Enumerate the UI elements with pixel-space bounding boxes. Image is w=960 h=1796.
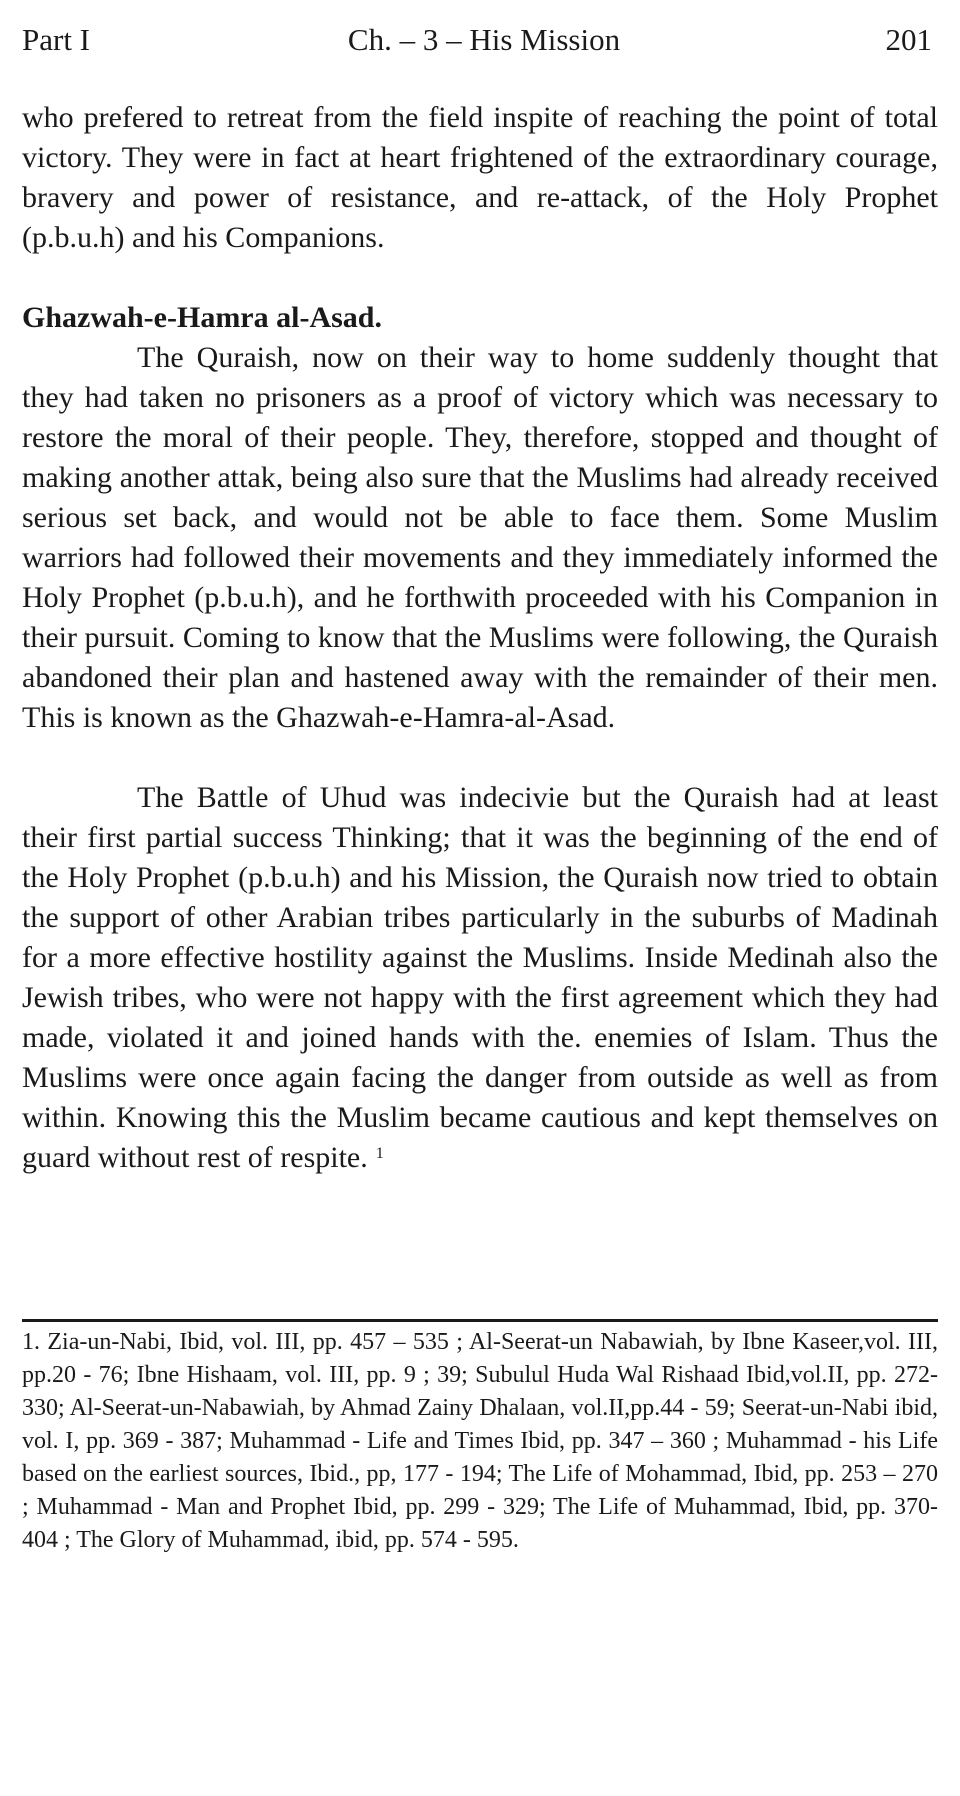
paragraph: who prefered to retreat from the field inspite of reaching the point of total victory. They were in fact at heart frightened of the extraordinary courage, bravery and power of resistance, and re-attack, of the Holy Prophet (p.b.u.h) and his Companions. — [22, 101, 938, 254]
footnote-reference[interactable]: 1 — [375, 1145, 384, 1162]
part-label: Part I — [22, 22, 91, 57]
paragraph-text: The Battle of Uhud was indecivie but the Quraish had at least their first partial success Thinking; that it was the beginning of the end of the Holy Prophet (p.b.u.h) and his Mission, the Quraish now tried to obtain the support of other Arabian tribes particularly in the suburbs of Madinah for a more effective hostility against the Muslims. Inside Medinah also the Jewish tribes, who were not happy with the first agreement which they had made, violated it and joined hands with the. enemies of Islam. Thus the Muslims were once again facing the danger from outside as well as from within. Knowing this the Muslim became cautious and kept themselves on guard without rest of respite. — [22, 781, 938, 1174]
page-number: 201 — [885, 22, 932, 57]
footnote-divider — [22, 1319, 938, 1322]
running-head — [22, 18, 946, 62]
body-text — [22, 98, 938, 1178]
footnotes — [22, 1326, 938, 1557]
paragraph: The Quraish, now on their way to home suddenly thought that they had taken no prisoners as a proof of victory which was necessary to restore the moral of their people. They, therefore, stopped and thought of making another attak, being also sure that the Muslims had already received serious set back, and would not be able to face them. Some Muslim warriors had followed their movements and they immediately informed the Holy Prophet (p.b.u.h), and he forthwith proceeded with his Companion in their pursuit. Coming to know that the Muslims were following, the Quraish abandoned their plan and hastened away with the remainder of their men. This is known as the Ghazwah-e-Hamra-al-Asad. — [22, 341, 938, 734]
paragraph — [22, 778, 938, 1178]
footnote: 1. Zia-un-Nabi, Ibid, vol. III, pp. 457 – 535 ; Al-Seerat-un Nabawiah, by Ibne Kaseer,vol. III, pp.20 - 76; Ibne Hishaam, vol. III, pp. 9 ; 39; Subulul Huda Wal Rishaad Ibid,vol.II, pp. 272-330; Al-Seerat-un-Nabawiah, by Ahmad Zainy Dhalaan, vol.II,pp.44 - 59; Seerat-un-Nabi ibid, vol. I, pp. 369 - 387; Muhammad - Life and Times Ibid, pp. 347 – 360 ; Muhammad - his Life based on the earliest sources, Ibid., pp, 177 - 194; The Life of Mohammad, Ibid, pp. 253 – 270 ; Muhammad - Man and Prophet Ibid, pp. 299 - 329; The Life of Muhammad, Ibid, pp. 370-404 ; The Glory of Muhammad, ibid, pp. 574 - 595. — [22, 1329, 938, 1553]
section-heading: Ghazwah-e-Hamra al-Asad. — [22, 301, 382, 334]
chapter-title: Ch. – 3 – His Mission — [347, 22, 621, 57]
